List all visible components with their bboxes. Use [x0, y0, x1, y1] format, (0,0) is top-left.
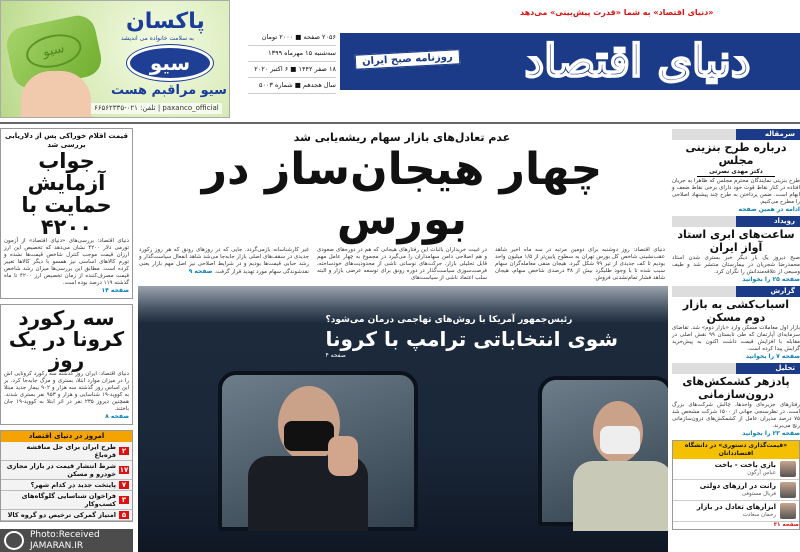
hand-image: [21, 71, 91, 118]
photo-headline[interactable]: شوی انتخاباتی ترامپ با کرونا: [325, 327, 618, 351]
main-kicker: عدم تعادل‌های بازار سهام ریشه‌یابی شد: [293, 131, 511, 144]
ad-brand: پاکسان: [126, 9, 205, 34]
advertisement: [0, 0, 230, 118]
page-link[interactable]: صفحه ۲۳ را بخوانید: [742, 430, 800, 437]
page-number-badge: ۳: [119, 496, 129, 504]
today-item-label: فراخوان شناسایی گلوگاه‌های کسب‌وکار: [21, 492, 116, 509]
masthead-tagline: «دنیای اقتصاد» به شما «قدرت پیش‌بینی» می‌دهد: [520, 8, 714, 17]
trump-car-photo: [138, 286, 668, 552]
section-2[interactable]: [672, 286, 800, 361]
page-link[interactable]: صفحه ۲۵ را بخوانید: [742, 276, 800, 283]
today-list: [0, 430, 133, 522]
section-author: دکتر مهدی نصرتی: [697, 168, 775, 177]
today-list-item[interactable]: [1, 442, 132, 461]
page-number-badge: ۷: [119, 481, 129, 489]
opinion-author: فریال مستوفی: [741, 491, 776, 497]
ad-product-logo: سیو: [127, 45, 213, 81]
opinion-item[interactable]: [673, 501, 799, 522]
today-list-item[interactable]: [1, 461, 132, 480]
section-label: گزارش: [736, 286, 800, 297]
right-column: [672, 128, 800, 530]
today-item-label: طرح ایران برای حل مناقشه قره‌باغ: [26, 443, 116, 460]
face-mask: [600, 426, 640, 454]
section-1[interactable]: [672, 216, 800, 284]
today-list-item[interactable]: [1, 491, 132, 510]
page-link[interactable]: صفحه ۸: [105, 413, 129, 421]
watermark-line1: Photo:Received: [30, 530, 100, 540]
today-item-label: پایتخت جدید در کدام شهر؟: [30, 481, 116, 490]
main-body-text: غیر کارشناسانه بازمی‌گردد. جایی که در روزهای رونق که هر روز رکورد جدیدی در سقف‌های اصلی بازار جابه‌جا می‌شد شاهد انفعال سیاست‌گذار و رشد حبابی قیمت‌ها بودیم و در شرایط اصلاحی نیز اصل مهم بازار یعنی نقدشوندگی سهام مورد تهدید قرار گرفت.: [139, 247, 309, 275]
section-header: [672, 129, 800, 140]
section-label: تحلیل: [736, 363, 800, 374]
story-headline: جواب آزمایش حمایت با ۴۲۰۰: [21, 149, 112, 240]
soap-mark: سیو: [23, 30, 84, 73]
page-number-badge: ۱۷: [119, 466, 129, 475]
protective-suit: [573, 461, 668, 531]
opinions-title: «قیمت‌گذاری دستوری» در دانشگاه اقتصاددانان: [673, 441, 799, 459]
ad-brand-sub: به سلامت خانواده می اندیشد: [121, 35, 194, 42]
opinion-title: بازی باخت - باخت: [714, 461, 776, 469]
page-link[interactable]: صفحه ۱۴: [101, 287, 129, 295]
today-list-item[interactable]: [1, 510, 132, 521]
issue-number: سال هجدهم ■ شماره ۵۰۰۳: [248, 78, 336, 94]
story-body: دنیای اقتصاد: بررسی‌های «دنیای اقتصاد» از آزمون تورمی دلار ۴۲۰۰ نشان می‌دهد که تخصیص این ارز ارزان قیمت موجب کنترل شاخص قیمت‌ها نشده و تورم کالاهای اساسی نیز همسو با دیگر کالاها تغییر کرده است. مطابق این بررسی‌ها میزان رشد شاخص قیمت مصرف‌کننده از زمان تخصیص ارز ۴۲۰۰ تا ماه گذشته ۱۱۹ درصد بوده است.: [4, 238, 129, 287]
masthead-subtitle: روزنامه صبح ایران: [355, 49, 460, 69]
face-mask: [284, 421, 334, 451]
main-headline: چهار هیجان‌ساز در بورس: [201, 144, 603, 245]
price: ۲۰۵۶ صفحه ■ ۲۰۰۰ تومان: [248, 30, 336, 46]
today-item-label: شرط انتشار قیمت در بازار مجازی خودرو و مسکن: [6, 462, 116, 479]
section-0[interactable]: [672, 129, 800, 214]
section-body: بازار اول معاملات مسکن وارد «بازار دوم» شد. تقاضای سرمایه‌ای آپارتمان که طی تابستان ۹۹ نقش اصلی در مقابله با افزایش قیمت داشت اکنون به پیش‌خرید گرایش پیدا کرده است.: [672, 325, 800, 352]
date-other: ۱۸ صفر ۱۴۴۲ ■ ۶ اکتبر ۲۰۲۰: [248, 62, 336, 78]
page-link[interactable]: صفحه ۹: [188, 268, 213, 275]
section-3[interactable]: [672, 363, 800, 438]
section-body: طرح بنزینی نمایندگان محترم مجلس که ظاهرا به جریان افتاده در کنار نقاط قوت خود دارای برخی نقاط ضعف و ابهام است. ضمن پرداختن به طرح چند پیشنهاد اصلاحی را مطرح می‌کنیم.: [672, 178, 800, 205]
ad-slogan: سیو مراقبم هست: [111, 83, 227, 98]
author-photo: [780, 482, 796, 498]
main-story[interactable]: [136, 128, 668, 552]
story-body: دنیای اقتصاد: ایران روز گذشته سه رکورد کرونایی اش را در میزان موارد ابتلا، بستری و مرگ جابه‌جا کرد. بر این اساس روز گذشته سه هزار و ۹۰۲ بیمار جدید مبتلا به کووید-۱۹ شناسایی و هزار و ۹۵۳ نفر بستری شدند. همچنین دیروز ۲۳۵ نفر در اثر ابتلا به کووید-۱۹ جان باختند.: [4, 371, 129, 413]
main-body-col: در غیبت خریداران باثبات این رفتارهای هیجانی که هم در دوره‌های صعودی و هم اصلاحی دامن سهامداران را می‌گیرد در مجموع به چهار عامل مهم قابل تحلیلی بازار، حرکت‌های نوسانی ناشی از محدودیت‌های خودساخته، فرصت‌سوزی سیاست‌گذار در دوره رونق برای توسعه عرضی بازار و البته سلب اعتماد ناشی از سیاست‌های: [317, 247, 487, 281]
story-headline: سه رکورد کرونا در یک روز: [8, 306, 125, 373]
today-list-item[interactable]: [1, 480, 132, 491]
jamaran-logo-icon: [4, 531, 24, 550]
page-link[interactable]: صفحه ۷ را بخوانید: [745, 353, 800, 360]
page-link[interactable]: صفحه ۳۱: [773, 522, 799, 528]
opinion-item[interactable]: [673, 459, 799, 480]
section-label: سرمقاله: [736, 129, 800, 140]
today-list-title: امروز در دنیای اقتصاد: [1, 431, 132, 442]
section-label: رویداد: [736, 216, 800, 227]
left-column: [0, 128, 133, 522]
story-kicker: قیمت اقلام خوراکی پس از دلاریابی بررسی شد: [5, 132, 128, 149]
opinion-author: رحمان سعادت: [742, 512, 776, 518]
watermark-line2: JAMARAN.IR: [30, 540, 84, 551]
section-header: [672, 216, 800, 227]
waving-hand: [328, 436, 358, 476]
opinions-box: [672, 440, 800, 530]
page-number-badge: ۵: [119, 511, 129, 519]
section-title: پادزهر کشمکش‌های درون‌سازمانی: [682, 375, 790, 401]
photo-kicker: رئیس‌جمهور آمریکا با روش‌های تهاجمی درمان می‌شود؟: [325, 315, 573, 325]
opinion-author: عباس آرگون: [747, 470, 776, 476]
photo-caption: [325, 314, 618, 360]
page-link[interactable]: ادامه در همین صفحه: [738, 206, 800, 213]
section-body: رفتارهای جزیره‌ای واحدها، چالش شرکت‌های بزرگ است. در نظرسنجی جهانی از ۱۵۰۰ شرکت مشخص شد ۷۵ درصد مدیران عامل از کشمکش‌های درون‌سازمانی رنج می‌برند.: [672, 402, 800, 429]
opinion-title: رانت در ارزهای دولتی: [699, 482, 776, 490]
page-link[interactable]: صفحه ۴: [325, 352, 346, 359]
story-corona[interactable]: [0, 304, 133, 425]
section-header: [672, 286, 800, 297]
divider: [0, 122, 800, 124]
opinion-item[interactable]: [673, 480, 799, 501]
page-number-badge: ۲: [119, 447, 129, 455]
main-body-col: دنیای اقتصاد: روز دوشنبه برای دومین مرتبه در سه ماه اخیر شاهد عقب‌نشینی شاخص کل بورس تهران به سطوح پایین‌تر از ۱/۵ میلیون واحد بودیم تا کف جدیدی از تیر ۹۹ شکل گیرد. هیجان منفی معامله‌گران سهام سبب شده تا با وجود طلبگرد بیش از ۳۸ درصدی شاخص سهام، هیجان شاهد فشار تمام‌نشدنی فروش.: [495, 247, 665, 281]
author-photo: [780, 461, 796, 477]
main-body-col: [139, 247, 309, 282]
section-title: اسباب‌کشی به بازار دوم مسکن: [682, 298, 790, 324]
masthead-logo: دنیای اقتصاد: [524, 36, 751, 87]
section-title: ساعت‌های ابری استاد آواز ایران: [677, 228, 795, 254]
ad-contact: تلفن: ۰۲۱-۶۶۵۶۲۳۳۵ | paxanco_official: [91, 103, 222, 114]
section-header: [672, 363, 800, 374]
story-subsidy[interactable]: [0, 128, 133, 299]
today-item-label: امتیاز گمرکی ترخیص دو گروه کالا: [7, 511, 116, 520]
author-photo: [780, 503, 796, 519]
issue-info: [248, 30, 336, 94]
section-body: صبح دیروز یک بار دیگر خبر بستری شدن استاد محمدرضا شجریان در بیمارستان منتشر شد و طیف وسیعی از علاقه‌مندانش را نگران کرد.: [672, 255, 800, 275]
date-persian: سه‌شنبه ۱۵ مهرماه ۱۳۹۹: [248, 46, 336, 62]
section-title: درباره طرح بنزینی مجلس: [685, 141, 787, 167]
opinion-title: ابزارهای تعادل در بازار: [696, 503, 776, 511]
